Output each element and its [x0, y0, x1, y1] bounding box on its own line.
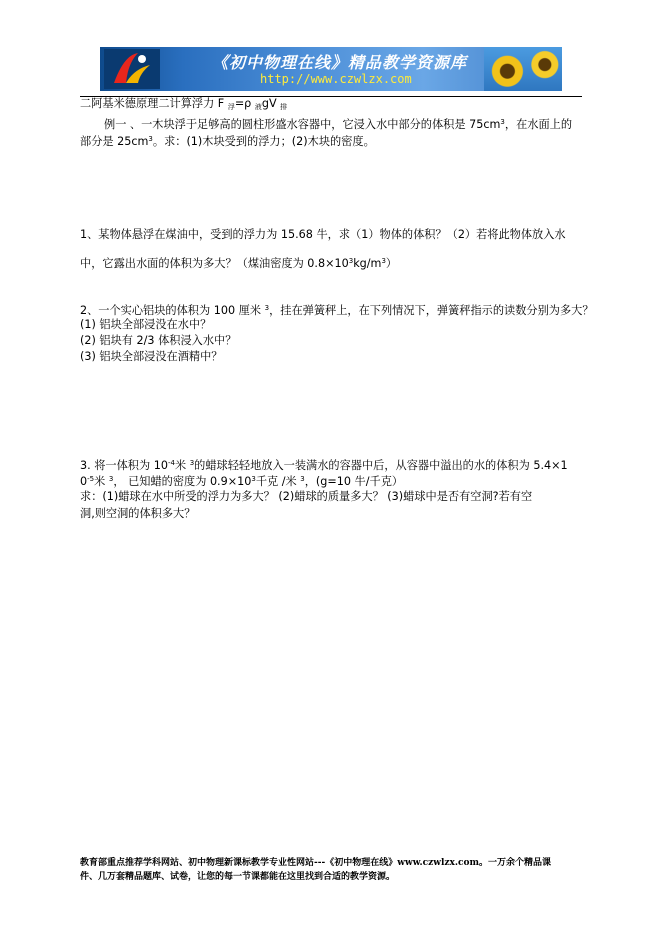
banner-url[interactable]: http://www.czwlzx.com — [260, 72, 412, 86]
question-2-part-3: (3) 铝块全部浸没在酒精中？ — [80, 350, 223, 363]
question-3-line-3: 求：(1)蜡球在水中所受的浮力为多大？ (2)蜡球的质量多大？ (3)蜡球中是否有空洞?若有空 — [80, 490, 533, 503]
banner-title: 《初中物理在线》精品教学资源库 — [212, 53, 468, 72]
logo-swoosh-icon — [104, 49, 160, 89]
question-3-line-4: 洞,则空洞的体积多大？ — [80, 507, 196, 520]
question-2-line-1: 2、一个实心铝块的体积为 100 厘米 $^3$，挂在弹簧秤上，在下列情况下，弹簧秤指示的读数分别为多大？ — [80, 304, 594, 317]
question-3-line-1: 3. 将一体积为 $10^{-4}$米 $^3$的蜡球轻轻地放入一装满水的容器中后，从容器中溢出的水的体积为 5.4×1 — [80, 459, 568, 472]
question-2-part-2: (2) 铝块有 2/3 体积浸入水中？ — [80, 334, 237, 347]
question-3-line-2: $0^{-5}$米 $^3$， 已知蜡的密度为 $0.9\times 10^3$千克 /米 $^3$，(g=10 牛/千克） — [80, 475, 404, 488]
footer-line-1: 教育部重点推荐学科网站、初中物理新课标教学专业性网站---《初中物理在线》www.czwlzx.com。一万余个精品课 — [80, 858, 552, 868]
question-1-line-2: 中，它露出水面的体积为多大？（煤油密度为 $0.8\times 10^3kg/m^3$） — [80, 257, 398, 270]
header-banner — [100, 47, 562, 91]
site-logo — [104, 49, 160, 89]
question-1-line-1: 1、某物体悬浮在煤油中，受到的浮力为 15.68 牛，求（1）物体的体积？（2）若将此物体放入水 — [80, 228, 566, 241]
footer-line-2: 件、几万套精品题库、试卷，让您的每一节课都能在这里找到合适的教学资源。 — [80, 872, 396, 882]
section-heading: 二阿基米德原理二计算浮力 F $_浮$=ρ $_液$gV $_排$ — [80, 97, 288, 111]
example-line-1: 例一 、一木块浮于足够高的圆柱形盛水容器中，它浸入水中部分的体积是 $75cm^3$，在水面上的 — [104, 118, 573, 131]
example-line-2: 部分是 $25cm^3$。求：(1)木块受到的浮力；(2)木块的密度。 — [80, 135, 375, 148]
question-2-part-1: (1) 铝块全部浸没在水中？ — [80, 318, 212, 331]
sunflower-image — [484, 47, 562, 91]
